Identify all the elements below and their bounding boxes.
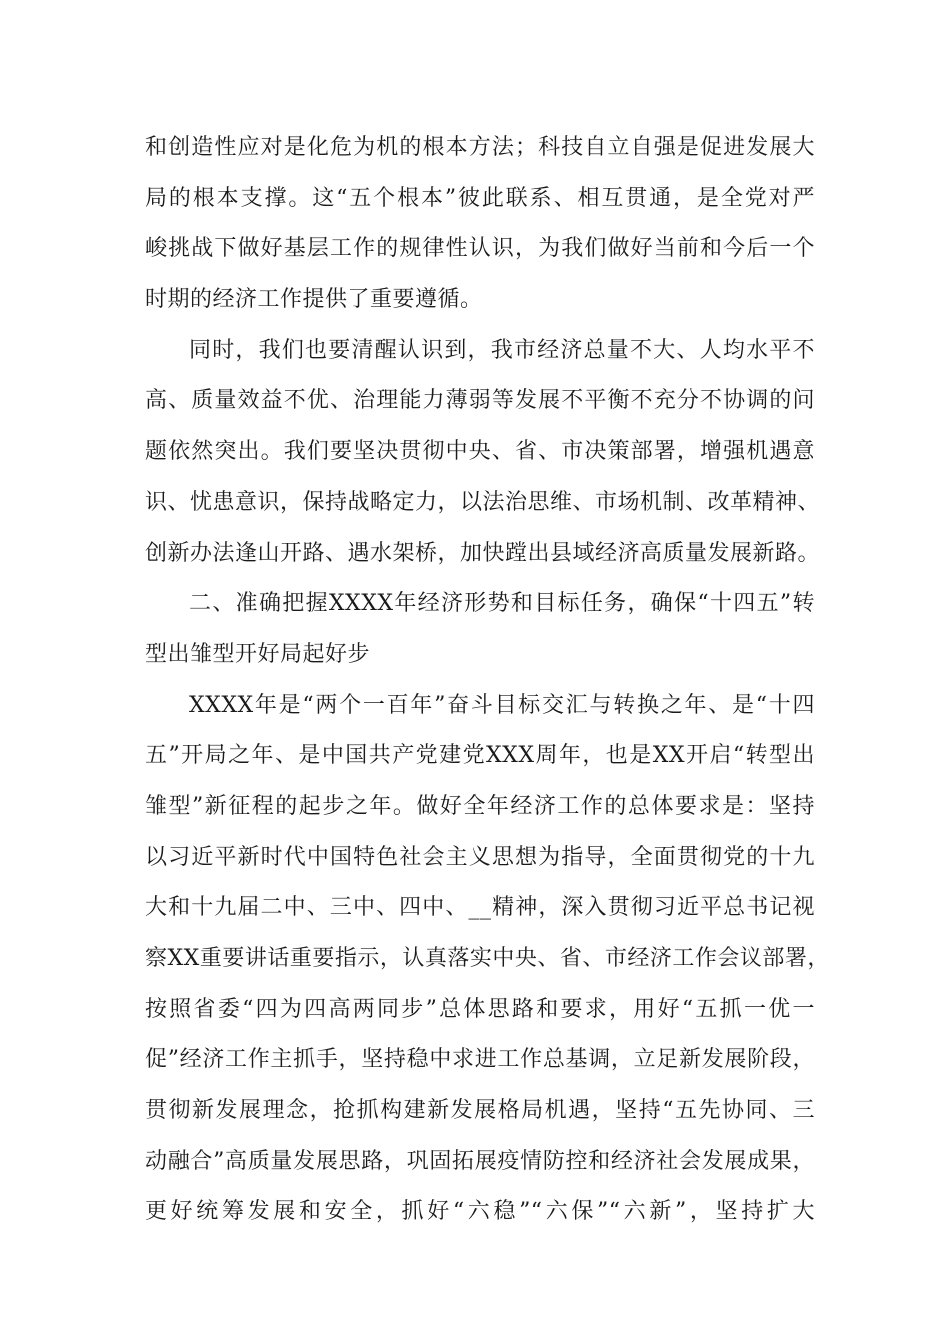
text-line: 以习近平新时代中国特色社会主义思想为指导，全面贯彻党的十九 — [145, 844, 815, 870]
text-line: 高、质量效益不优、治理能力薄弱等发展不平衡不充分不协调的问 — [145, 388, 815, 414]
text-line: 大和十九届二中、三中、四中、__精神，深入贯彻习近平总书记视 — [145, 895, 815, 921]
text-line: 题依然突出。我们要坚决贯彻中央、省、市决策部署，增强机遇意 — [145, 439, 815, 465]
text-line: 识、忧患意识，保持战略定力，以法治思维、市场机制、改革精神、 — [145, 489, 821, 515]
text-line: 按照省委“四为四高两同步”总体思路和要求，用好“五抓一优一 — [145, 996, 815, 1022]
text-line: 促”经济工作主抓手，坚持稳中求进工作总基调，立足新发展阶段， — [145, 1047, 815, 1073]
body-text — [145, 128, 830, 1243]
text-line: 创新办法逢山开路、遇水架桥，加快蹚出县域经济高质量发展新路。 — [145, 540, 821, 566]
section-heading-line: 二、准确把握XXXX年经济形势和目标任务，确保“十四五”转 — [189, 591, 815, 617]
text-line: 五”开局之年、是中国共产党建党XXX周年，也是XX开启“转型出 — [145, 743, 815, 769]
text-line: 和创造性应对是化危为机的根本方法；科技自立自强是促进发展大 — [145, 135, 815, 160]
text-line: 同时，我们也要清醒认识到，我市经济总量不大、人均水平不 — [189, 337, 815, 363]
text-line: 时期的经济工作提供了重要遵循。 — [145, 287, 483, 313]
section-heading-line: 型出雏型开好局起好步 — [145, 641, 371, 667]
text-line: 更好统筹发展和安全，抓好“六稳”“六保”“六新”，坚持扩大 — [145, 1199, 815, 1225]
text-line: 雏型”新征程的起步之年。做好全年经济工作的总体要求是：坚持 — [145, 793, 815, 819]
text-line: 动融合”高质量发展思路，巩固拓展疫情防控和经济社会发展成果， — [145, 1148, 815, 1174]
text-line: XXXX年是“两个一百年”奋斗目标交汇与转换之年、是“十四 — [189, 692, 815, 718]
text-line: 局的根本支撑。这“五个根本”彼此联系、相互贯通，是全党对严 — [145, 185, 815, 211]
text-line: 贯彻新发展理念，抢抓构建新发展格局机遇，坚持“五先协同、三 — [145, 1098, 815, 1124]
text-line: 峻挑战下做好基层工作的规律性认识，为我们做好当前和今后一个 — [145, 236, 815, 262]
text-line: 察XX重要讲话重要指示，认真落实中央、省、市经济工作会议部署， — [145, 946, 830, 971]
